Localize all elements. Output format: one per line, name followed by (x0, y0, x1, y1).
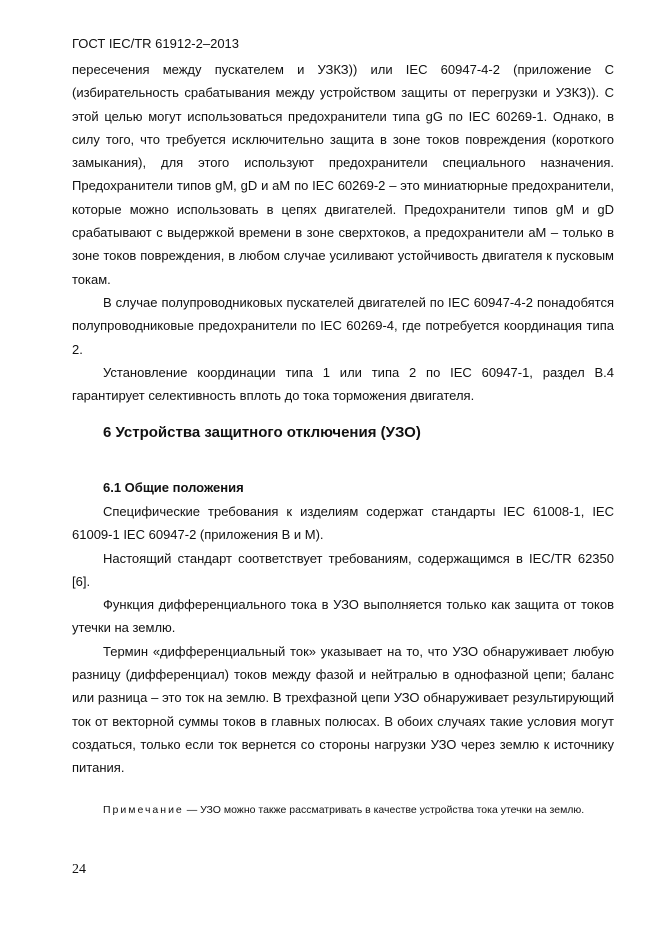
paragraph: Установление координации типа 1 или типа 2 по IEC 60947-1, раздел В.4 гарантирует селективность вплоть до тока торможения двигателя. (72, 364, 614, 404)
paragraph: Настоящий стандарт соответствует требованиям, содержащимся в IEC/TR 62350 [6]. (72, 550, 614, 589)
body-text-bottom (72, 500, 614, 780)
paragraph: Специфические требования к изделиям содержат стандарты IEC 61008-1, IEC 61009-1 IEC 60947-2 (приложения В и М). (72, 504, 614, 543)
paragraph: Термин «дифференциальный ток» указывает на то, что УЗО обнаруживает любую разницу (дифференциал) токов между фазой и нейтралью в однофазной цепи; баланс или разница – это ток на землю. В трехфазной цепи УЗО обнаруживает результирующий ток от векторной суммы токов в главных полюсах. В обоих случаях такие условия могут создаться, только если ток вернется со стороны нагрузки УЗО через землю к источнику питания. (72, 643, 614, 776)
note-label: Примечание (103, 804, 184, 816)
body-text-top (72, 58, 614, 407)
subsection-heading: 6.1 Общие положения (103, 480, 244, 495)
page-number: 24 (72, 862, 86, 877)
paragraph: В случае полупроводниковых пускателей двигателей по IEC 60947-4-2 понадобятся полупроводниковые предохранители по IEC 60269-4, где потребуется координация типа 2. (72, 294, 614, 357)
section-heading: 6 Устройства защитного отключения (УЗО) (103, 424, 421, 441)
page-header: ГОСТ IEC/TR 61912-2–2013 (72, 36, 240, 51)
paragraph: Функция дифференциального тока в УЗО выполняется только как защита от токов утечки на землю. (72, 597, 614, 636)
paragraph: пересечения между пускателем и УЗКЗ)) или IEC 60947-4-2 (приложение С (избирательность срабатывания между устройством защиты от перегрузки и УЗКЗ)). С этой целью могут использоваться предохранители типа gG по IEC 60269-1. Однако, в силу того, что требуется исключительно защита в зоне токов повреждения (короткого замыкания), для этого используют предохранители специального назначения. Предохранители типов gM, gD и aM по IEC 60269-2 – это миниатюрные предохранители, которые можно использовать в цепях двигателей. Предохранители типов gM и gD срабатывают с выдержкой времени в зоне сверхтоков, а предохранители aM – только в зоне токов повреждения, в любом случае усиливают устойчивость двигателя к пусковым токам. (72, 62, 614, 287)
note-text: — УЗО можно также рассматривать в качестве устройства тока утечки на землю. (186, 804, 585, 816)
note (72, 800, 614, 821)
